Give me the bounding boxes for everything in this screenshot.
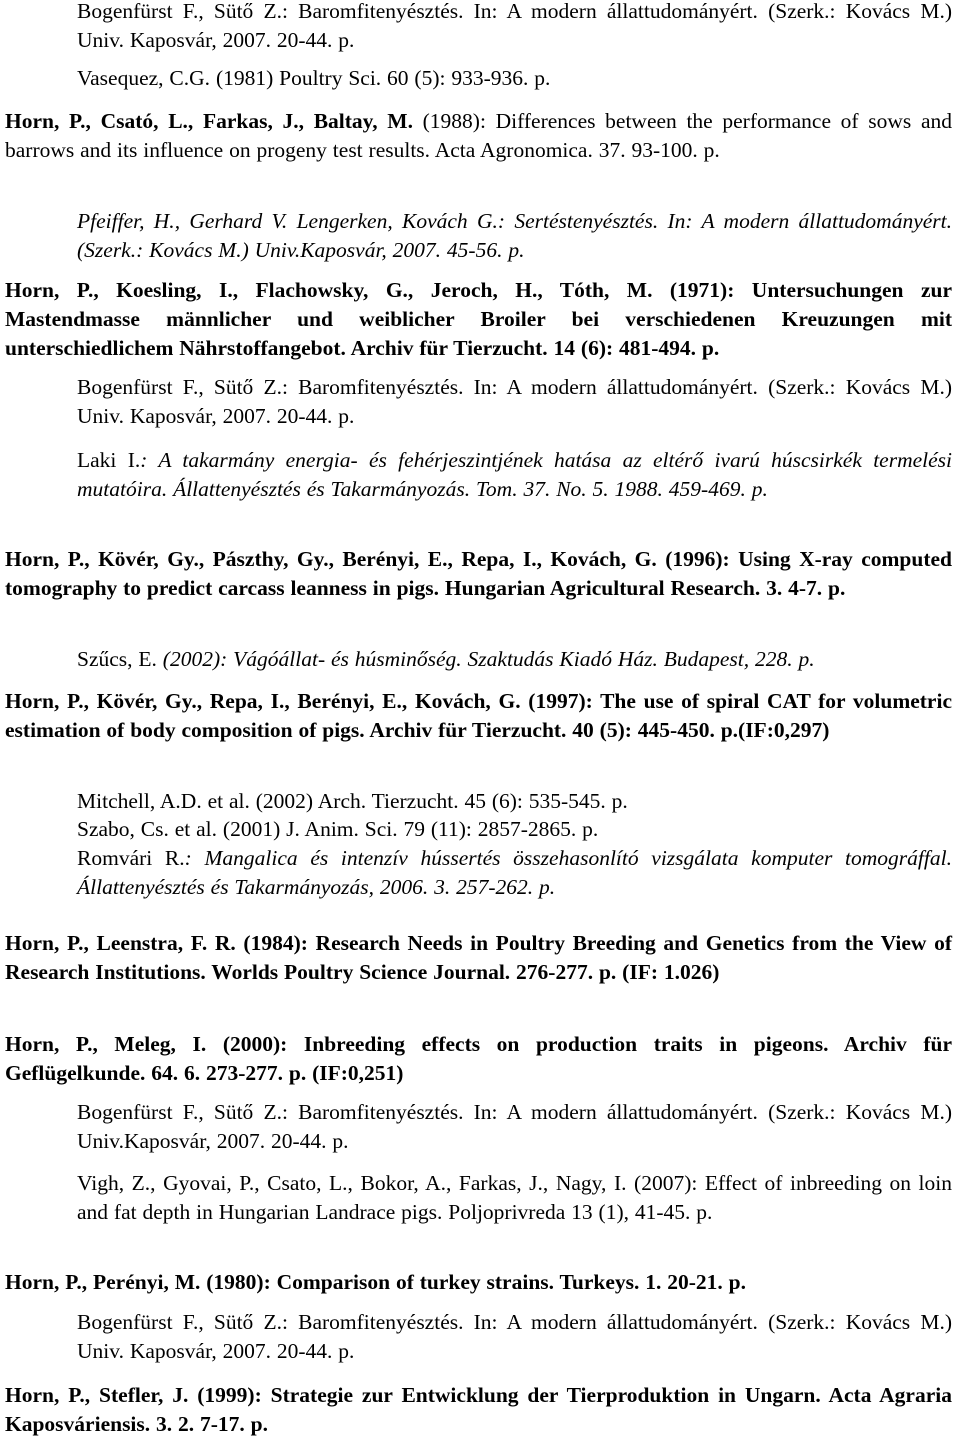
reference-entry (77, 64, 952, 93)
reference-entry (5, 107, 952, 165)
reference-authors: Horn, P., Meleg, I. (5, 1032, 207, 1056)
reference-entry (5, 929, 952, 987)
reference-entry (77, 844, 952, 902)
reference-details: : Baromfitenyésztés. In: A modern állattudományért. (Szerk.: Kovács M.) Univ. Kaposvár, 2007. 20-44. p. (77, 375, 952, 428)
reference-authors: Horn, P., Kövér, Gy., Pászthy, Gy., Berényi, E., Repa, I., Kovách, G. (5, 547, 657, 571)
reference-entry (5, 545, 952, 603)
reference-entry (77, 0, 952, 55)
reference-authors: Szabo, Cs. et al. (77, 817, 218, 841)
reference-authors: Laki I. (77, 448, 141, 472)
reference-details: : Baromfitenyésztés. In: A modern állattudományért. (Szerk.: Kovács M.) Univ. Kaposvár, 2007. 20-44. p. (77, 0, 952, 52)
reference-authors: Horn, P., Perényi, M. (5, 1270, 201, 1294)
reference-authors: Horn, P., Stefler, J. (5, 1383, 189, 1407)
reference-details: (1996): Using X-ray computed tomography to predict carcass leanness in pigs. Hungarian Agricultural Research. 3. 4-7. p. (5, 547, 952, 600)
reference-authors: Horn, P., Leenstra, F. R. (5, 931, 236, 955)
reference-details: (2000): Inbreeding effects on production traits in pigeons. Archiv für Geflügelkunde. 64. 6. 273-277. p. (IF:0,251) (5, 1032, 952, 1085)
reference-details: : Baromfitenyésztés. In: A modern állattudományért. (Szerk.: Kovács M.) Univ.Kaposvár, 2007. 20-44. p. (77, 1100, 952, 1153)
reference-authors: Bogenfürst F., Sütő Z. (77, 1100, 282, 1124)
reference-entry (77, 1098, 952, 1156)
reference-authors: Horn, P., Koesling, I., Flachowsky, G., Jeroch, H., Tóth, M. (5, 278, 653, 302)
reference-entry (77, 645, 952, 674)
reference-entry (77, 373, 952, 431)
reference-details: : Baromfitenyésztés. In: A modern állattudományért. (Szerk.: Kovács M.) Univ. Kaposvár, 2007. 20-44. p. (77, 1310, 952, 1363)
reference-authors: Horn, P., Kövér, Gy., Repa, I., Berényi, E., Kovách, G. (5, 689, 521, 713)
reference-authors: Romvári R. (77, 846, 185, 870)
reference-details: (2007): Effect of inbreeding on loin and fat depth in Hungarian Landrace pigs. Poljoprivreda 13 (1), 41-45. p. (77, 1171, 952, 1224)
reference-details: : Mangalica és intenzív hússertés összehasonlító vizsgálata komputer tomográffal. Állattenyésztés és Takarmányozás, 2006. 3. 257-262. p. (77, 846, 952, 899)
reference-entry (5, 1030, 952, 1088)
reference-details: (2002): Vágóállat- és húsminőség. Szaktudás Kiadó Ház. Budapest, 228. p. (156, 647, 815, 671)
reference-authors: Bogenfürst F., Sütő Z. (77, 0, 282, 23)
reference-details: (1988): Differences between the performance of sows and barrows and its influence on progeny test results. Acta Agronomica. 37. 93-100. p. (5, 109, 952, 162)
reference-entry (5, 1268, 952, 1297)
reference-entry (77, 1308, 952, 1366)
reference-entry (5, 1381, 952, 1439)
reference-authors: Bogenfürst F., Sütő Z. (77, 1310, 282, 1334)
reference-authors: Vasequez, C.G. (77, 66, 211, 90)
reference-details: (2002) Arch. Tierzucht. 45 (6): 535-545. p. (249, 789, 628, 813)
reference-details: (1997): The use of spiral CAT for volumetric estimation of body composition of pigs. Archiv für Tierzucht. 40 (5): 445-450. p.(IF:0,297) (5, 689, 952, 742)
reference-details: (1971): Untersuchungen zur Mastendmasse männlicher und weiblicher Broiler bei verschiedenen Kreuzungen mit unterschiedlichem Nährstoffangebot. Archiv für Tierzucht. 14 (6): 481-494. p. (5, 278, 952, 360)
reference-details: : A takarmány energia- és fehérjeszintjének hatása az eltérő ivarú húscsirkék termelési mutatóira. Állattenyésztés és Takarmányozás. Tom. 37. No. 5. 1988. 459-469. p. (77, 448, 953, 501)
reference-details: (2001) J. Anim. Sci. 79 (11): 2857-2865. p. (217, 817, 599, 841)
reference-entry (77, 787, 952, 816)
reference-authors: Szűcs, E. (77, 647, 157, 671)
reference-entry (77, 207, 952, 265)
reference-details: , Gerhard V. Lengerken, Kovách G.: Sertéstenyésztés. In: A modern állattudományért. (Szerk.: Kovács M.) Univ.Kaposvár, 2007. 45-56. p. (77, 209, 953, 262)
reference-details: (1984): Research Needs in Poultry Breeding and Genetics from the View of Research Institutions. Worlds Poultry Science Journal. 276-277. p. (IF: 1.026) (5, 931, 952, 984)
reference-details: (1981) Poultry Sci. 60 (5): 933-936. p. (210, 66, 551, 90)
reference-entry (5, 687, 952, 745)
reference-details: (1999): Strategie zur Entwicklung der Tierproduktion in Ungarn. Acta Agraria Kaposváriensis. 3. 2. 7-17. p. (5, 1383, 952, 1436)
reference-entry (77, 1169, 952, 1227)
reference-authors: Horn, P., Csató, L., Farkas, J., Baltay, M. (5, 109, 413, 133)
reference-details: (1980): Comparison of turkey strains. Turkeys. 1. 20-21. p. (200, 1270, 746, 1294)
reference-authors: Bogenfürst F., Sütő Z. (77, 375, 282, 399)
reference-entry (77, 446, 952, 504)
reference-entry (5, 276, 952, 363)
reference-authors: Mitchell, A.D. et al. (77, 789, 250, 813)
reference-entry (77, 815, 952, 844)
reference-authors: Vigh, Z., Gyovai, P., Csato, L., Bokor, A., Farkas, J., Nagy, I. (77, 1171, 627, 1195)
reference-authors: Pfeiffer, H. (77, 209, 175, 233)
